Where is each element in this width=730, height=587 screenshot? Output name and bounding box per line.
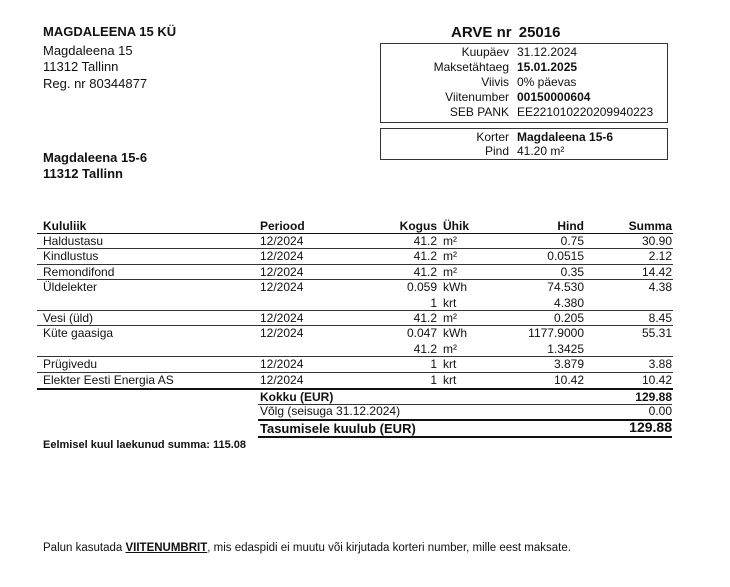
row-price: 0.35 [560, 264, 584, 279]
row-qty: 41.2 [413, 264, 437, 279]
seller-address-line2: 11312 Tallinn [43, 59, 119, 74]
payable-underline [258, 436, 672, 438]
recipient-line1: Magdaleena 15-6 [43, 150, 148, 165]
invoice-field-row [381, 45, 667, 60]
invoice-details-box [380, 43, 668, 123]
row-qty: 1 [430, 357, 437, 372]
row-period: 12/2024 [260, 326, 304, 341]
total-label: Kokku (EUR) [260, 390, 334, 404]
apartment-field-row [381, 130, 667, 145]
invoice-title [451, 24, 560, 41]
total-value: 129.88 [635, 390, 672, 404]
header-unit: Ühik [443, 219, 470, 233]
invoice-field-value: 31.12.2024 [517, 45, 578, 59]
seller-reg-number: Reg. nr 80344877 [43, 76, 148, 91]
seller-name: MAGDALEENA 15 KÜ [43, 24, 177, 39]
row-unit: m² [443, 311, 457, 325]
row-price: 0.205 [553, 311, 584, 325]
row-qty: 0.059 [406, 280, 437, 295]
row-sum: 8.45 [648, 311, 672, 325]
row-qty: 41.2 [413, 249, 437, 264]
invoice-field-row [381, 60, 667, 75]
row-unit: m² [443, 249, 457, 264]
totals-top-line [37, 388, 673, 390]
row-unit: kWh [443, 280, 467, 295]
apartment-box [380, 128, 668, 160]
debt-label: Võlg (seisuga 31.12.2024) [260, 404, 401, 418]
row-sum: 3.88 [648, 357, 672, 372]
row-item: Vesi (üld) [43, 311, 94, 325]
row-price: 74.530 [547, 280, 584, 295]
row-qty: 41.2 [413, 311, 437, 325]
row-unit: m² [443, 264, 457, 279]
row-unit: krt [443, 295, 457, 310]
row-qty: 0.047 [406, 326, 437, 341]
row-price: 0.75 [560, 234, 584, 248]
invoice-field-label: Maksetähtaeg [433, 60, 509, 74]
row-price: 10.42 [553, 372, 584, 387]
invoice-field-label: SEB PANK [449, 105, 509, 119]
row-item: Prügivedu [43, 357, 98, 372]
row-price: 1177.9000 [528, 326, 584, 341]
apartment-field-value: Magdaleena 15-6 [517, 130, 614, 144]
row-qty: 41.2 [413, 341, 437, 356]
footer-keyword: VIITENUMBRIT [125, 542, 208, 554]
row-period: 12/2024 [260, 234, 304, 248]
row-price: 4.380 [553, 295, 584, 310]
row-item: Küte gaasiga [43, 326, 114, 341]
row-unit: krt [443, 372, 457, 387]
footer-text-before: Palun kasutada [43, 542, 126, 554]
invoice-field-label: Viitenumber [445, 90, 509, 104]
apartment-field-label: Pind [484, 144, 509, 158]
row-qty: 1 [430, 372, 437, 387]
row-item: Haldustasu [43, 234, 104, 248]
row-sum: 4.38 [648, 280, 672, 295]
row-unit: krt [443, 357, 457, 372]
payable-label: Tasumisele kuulub (EUR) [260, 421, 416, 436]
row-period: 12/2024 [260, 264, 304, 279]
invoice-field-row [381, 105, 667, 120]
invoice-field-value: 00150000604 [517, 90, 591, 104]
seller-address-line1: Magdaleena 15 [43, 43, 133, 58]
row-item: Elekter Eesti Energia AS [43, 372, 174, 387]
invoice-field-label: Viivis [481, 75, 509, 89]
apartment-field-label: Korter [476, 130, 509, 144]
row-unit: kWh [443, 326, 467, 341]
row-item: Remondifond [43, 264, 115, 279]
header-item: Kululiik [43, 219, 87, 233]
row-sum: 2.12 [648, 249, 672, 264]
invoice-field-value: 15.01.2025 [517, 60, 578, 74]
row-item: Kindlustus [43, 249, 99, 264]
row-qty: 41.2 [413, 234, 437, 248]
row-period: 12/2024 [260, 357, 304, 372]
invoice-number: 25016 [518, 24, 561, 41]
row-sum: 30.90 [641, 234, 672, 248]
row-sum: 14.42 [641, 264, 672, 279]
payable-value: 129.88 [629, 419, 672, 435]
footer-note [43, 542, 571, 554]
previous-payment: Eelmisel kuul laekunud summa: 115.08 [43, 439, 246, 451]
header-sum: Summa [628, 219, 672, 233]
row-price: 1.3425 [547, 341, 584, 356]
row-period: 12/2024 [260, 280, 304, 295]
row-unit: m² [443, 341, 457, 356]
row-sum: 10.42 [641, 372, 672, 387]
row-period: 12/2024 [260, 311, 304, 325]
header-period: Periood [260, 219, 305, 233]
row-sum: 55.31 [641, 326, 672, 341]
invoice-field-label: Kuupäev [461, 45, 509, 59]
recipient-line2: 11312 Tallinn [43, 166, 123, 181]
footer-text-after: , mis edaspidi ei muutu või kirjutada korteri number, mille eest maksate. [207, 542, 571, 554]
invoice-field-value: 0% päevas [517, 75, 577, 89]
invoice-title-label: ARVE nr [451, 24, 512, 41]
row-price: 3.879 [553, 357, 584, 372]
row-period: 12/2024 [260, 249, 304, 264]
row-item: Üldelekter [43, 280, 98, 295]
apartment-field-value: 41.20 m² [517, 144, 565, 158]
invoice-field-row [381, 90, 667, 105]
debt-value: 0.00 [648, 404, 672, 418]
apartment-field-row [381, 144, 667, 159]
invoice-field-value: EE221010220209940223 [517, 105, 654, 119]
row-qty: 1 [430, 295, 437, 310]
row-unit: m² [443, 234, 457, 248]
row-price: 0.0515 [547, 249, 584, 264]
header-qty: Kogus [399, 219, 437, 233]
invoice-field-row [381, 75, 667, 90]
header-price: Hind [557, 219, 584, 233]
row-period: 12/2024 [260, 372, 304, 387]
